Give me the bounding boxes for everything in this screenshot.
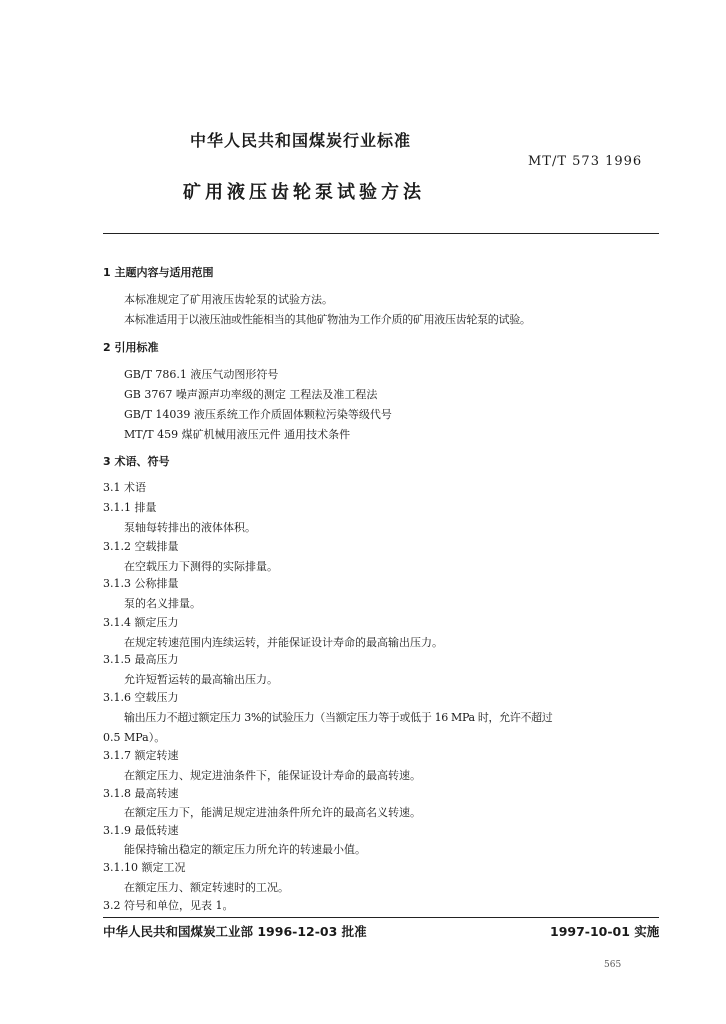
term-heading: 3.1.5 最高压力: [103, 653, 179, 666]
approval-line: 中华人民共和国煤炭工业部 1996-12-03 批准: [103, 924, 367, 939]
term-definition: 泵的名义排量。: [124, 597, 201, 610]
term-definition: 在额定压力、额定转速时的工况。: [124, 881, 289, 894]
term-heading: 3.1.8 最高转速: [103, 787, 179, 800]
term-definition: 在空载压力下测得的实际排量。: [124, 560, 278, 573]
issuing-organization: 中华人民共和国煤炭行业标准: [190, 131, 412, 150]
header-divider: [103, 233, 659, 234]
term-definition: 在规定转速范围内连续运转，并能保证设计寿命的最高输出压力。: [124, 636, 443, 649]
standard-number: MT/T 573 1996: [528, 154, 643, 169]
section-1-paragraph-1: 本标准规定了矿用液压齿轮泵的试验方法。: [124, 293, 333, 306]
subsection-3-1: 3.1 术语: [103, 481, 146, 494]
term-heading: 3.1.3 公称排量: [103, 577, 179, 590]
term-heading: 3.1.2 空载排量: [103, 540, 179, 553]
term-definition: 在额定压力下，能满足规定进油条件所允许的最高名义转速。: [124, 806, 421, 819]
term-heading: 3.1.4 额定压力: [103, 616, 179, 629]
term-heading: 3.1.6 空载压力: [103, 691, 179, 704]
term-definition: 在额定压力、规定进油条件下，能保证设计寿命的最高转速。: [124, 769, 421, 782]
term-definition: 输出压力不超过额定压力 3%的试验压力（当额定压力等于或低于 16 MPa 时，允许不超过: [124, 711, 553, 724]
reference-item: MT/T 459 煤矿机械用液压元件 通用技术条件: [124, 428, 351, 441]
term-heading: 3.1.9 最低转速: [103, 824, 179, 837]
subsection-3-2: 3.2 符号和单位，见表 1。: [103, 899, 234, 912]
implementation-date: 1997-10-01 实施: [550, 924, 660, 939]
term-heading: 3.1.1 排量: [103, 501, 157, 514]
section-3-heading: 3 术语、符号: [103, 455, 170, 468]
term-definition: 泵轴每转排出的液体体积。: [124, 521, 256, 534]
term-heading: 3.1.7 额定转速: [103, 749, 179, 762]
document-title: 矿用液压齿轮泵试验方法: [183, 182, 425, 203]
reference-item: GB/T 786.1 液压气动图形符号: [124, 368, 279, 381]
footer-divider: [103, 917, 659, 918]
reference-item: GB/T 14039 液压系统工作介质固体颗粒污染等级代号: [124, 408, 392, 421]
term-definition: 允许短暂运转的最高输出压力。: [124, 673, 278, 686]
section-1-heading: 1 主题内容与适用范围: [103, 266, 214, 279]
term-definition: 能保持输出稳定的额定压力所允许的转速最小值。: [124, 843, 366, 856]
section-2-heading: 2 引用标准: [103, 341, 159, 354]
page-number: 565: [604, 960, 622, 970]
reference-item: GB 3767 噪声源声功率级的测定 工程法及准工程法: [124, 388, 378, 401]
term-heading: 3.1.10 额定工况: [103, 861, 186, 874]
term-definition-continued: 0.5 MPa）。: [103, 731, 166, 744]
section-1-paragraph-2: 本标准适用于以液压油或性能相当的其他矿物油为工作介质的矿用液压齿轮泵的试验。: [124, 313, 531, 326]
